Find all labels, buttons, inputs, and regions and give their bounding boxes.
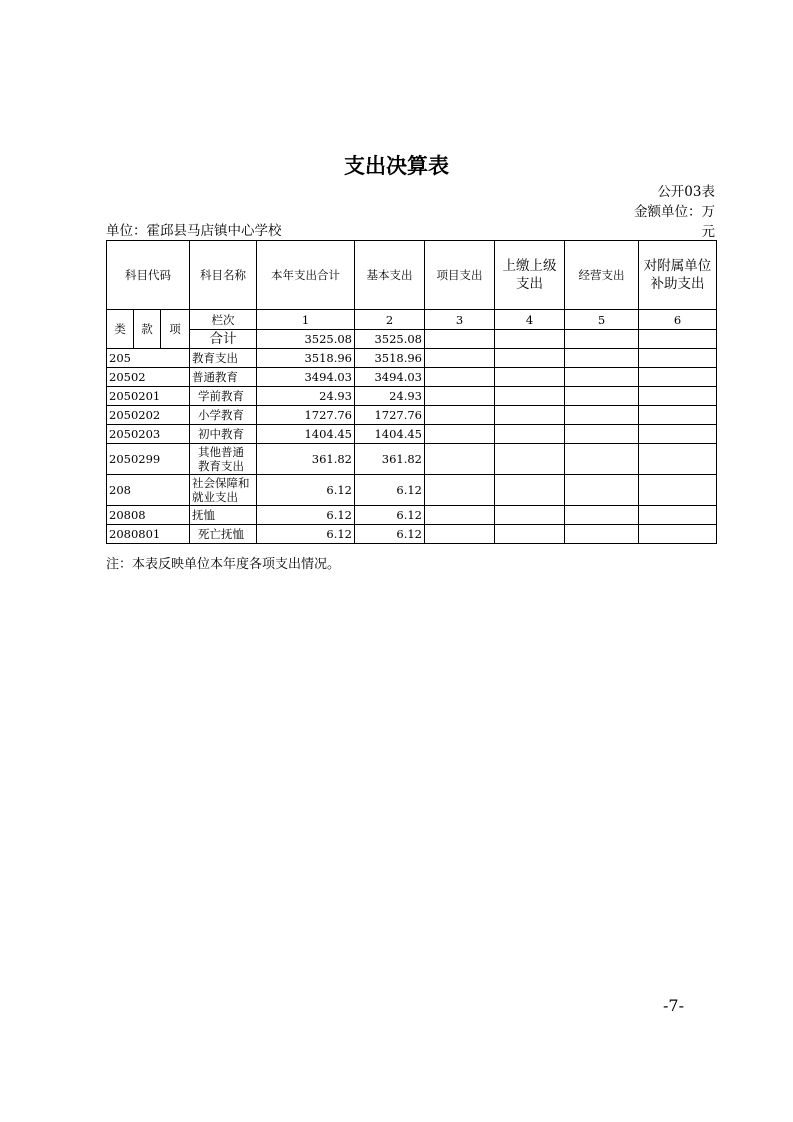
row-code: 2050201 [107, 387, 190, 406]
row-total: 6.12 [257, 475, 355, 506]
row-code: 2080801 [107, 525, 190, 544]
table-row [107, 406, 717, 425]
col-number: 5 [565, 310, 639, 330]
row-name: 社会保障和就业支出 [190, 475, 257, 506]
header-business: 经营支出 [565, 241, 639, 310]
total-basic: 3525.08 [355, 330, 425, 349]
row-name: 初中教育 [190, 425, 257, 444]
row-total: 6.12 [257, 506, 355, 525]
row-name: 其他普通教育支出 [190, 444, 257, 475]
row-total: 3518.96 [257, 349, 355, 368]
row-code: 208 [107, 475, 190, 506]
col-number: 6 [639, 310, 717, 330]
table-row [107, 387, 717, 406]
row-code: 2050299 [107, 444, 190, 475]
row-name: 死亡抚恤 [190, 525, 257, 544]
row-basic: 6.12 [355, 525, 425, 544]
header-subsidy: 对附属单位补助支出 [639, 241, 717, 310]
total-amount: 3525.08 [257, 330, 355, 349]
row-name: 小学教育 [190, 406, 257, 425]
header-lei: 类 [107, 310, 134, 349]
row-name: 学前教育 [190, 387, 257, 406]
header-superior: 上缴上级支出 [495, 241, 565, 310]
page-number: -7- [663, 996, 684, 1015]
header-project: 项目支出 [425, 241, 495, 310]
row-basic: 6.12 [355, 475, 425, 506]
header-name: 科目名称 [190, 241, 257, 310]
header-basic: 基本支出 [355, 241, 425, 310]
total-row [107, 330, 717, 349]
row-code: 20808 [107, 506, 190, 525]
table-row [107, 425, 717, 444]
row-basic: 361.82 [355, 444, 425, 475]
row-total: 1404.45 [257, 425, 355, 444]
col-number: 3 [425, 310, 495, 330]
row-name: 抚恤 [190, 506, 257, 525]
header-kuan: 款 [134, 310, 161, 349]
amount-unit-tail: 元 [701, 224, 715, 240]
expenditure-table [106, 240, 717, 544]
header-xiang: 项 [161, 310, 190, 349]
row-code: 2050202 [107, 406, 190, 425]
table-note: 注：本表反映单位本年度各项支出情况。 [106, 557, 341, 572]
page-title: 支出决算表 [344, 154, 449, 178]
row-basic: 3518.96 [355, 349, 425, 368]
column-number-row [107, 310, 717, 330]
amount-unit-label: 金额单位：万 [634, 204, 715, 220]
row-basic: 6.12 [355, 506, 425, 525]
total-label: 合计 [190, 330, 257, 349]
table-row [107, 368, 717, 387]
row-name: 普通教育 [190, 368, 257, 387]
row-basic: 1404.45 [355, 425, 425, 444]
table-row [107, 475, 717, 506]
header-code: 科目代码 [107, 241, 190, 310]
row-code: 2050203 [107, 425, 190, 444]
row-total: 6.12 [257, 525, 355, 544]
table-row [107, 506, 717, 525]
row-total: 24.93 [257, 387, 355, 406]
table-row [107, 349, 717, 368]
organization-label: 单位：霍邱县马店镇中心学校 [106, 223, 282, 239]
row-basic: 24.93 [355, 387, 425, 406]
row-total: 361.82 [257, 444, 355, 475]
row-name: 教育支出 [190, 349, 257, 368]
col-number: 2 [355, 310, 425, 330]
row-basic: 3494.03 [355, 368, 425, 387]
header-lanci: 栏次 [190, 310, 257, 330]
header-total: 本年支出合计 [257, 241, 355, 310]
row-total: 3494.03 [257, 368, 355, 387]
row-total: 1727.76 [257, 406, 355, 425]
table-header-row [107, 241, 717, 310]
col-number: 4 [495, 310, 565, 330]
table-row [107, 444, 717, 475]
row-code: 205 [107, 349, 190, 368]
table-row [107, 525, 717, 544]
row-basic: 1727.76 [355, 406, 425, 425]
form-number: 公开03表 [657, 184, 715, 200]
row-code: 20502 [107, 368, 190, 387]
col-number: 1 [257, 310, 355, 330]
